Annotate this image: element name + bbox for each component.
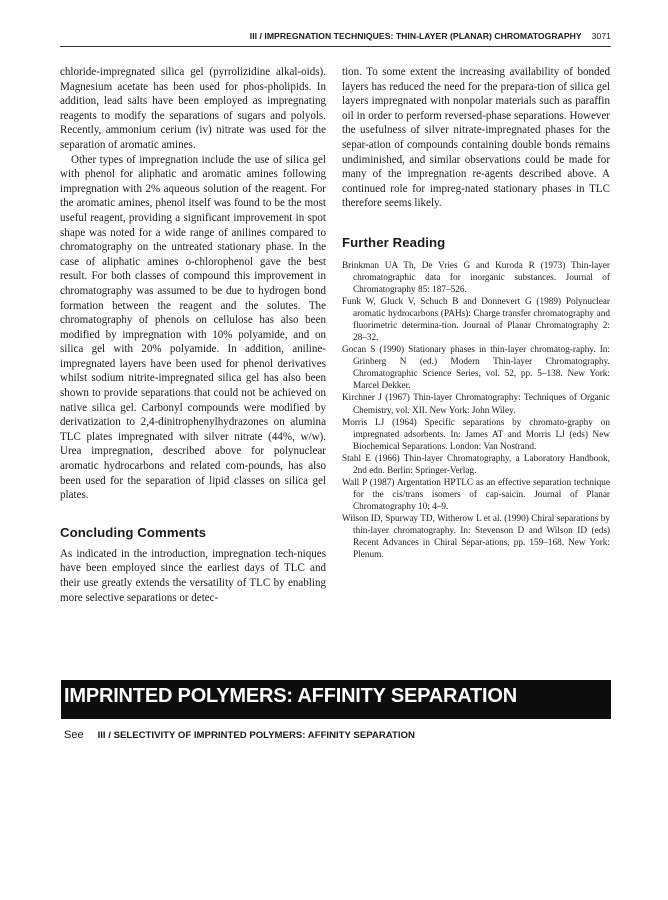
reference-item: Kirchner J (1967) Thin-layer Chromatography: Techniques of Organic Chemistry, vol. XII. New York: John Wiley. (342, 393, 610, 416)
left-paragraph-2: Other types of impregnation include the use of silica gel with phenol for aliphatic and aromatic amines following impregnation with 2% aqueous solution of the reagent. For the aromatic amines, phenol itself was found to be the most useful reagent, providing a significant improvement in spot shape was noted for a wide range of anilines compared to chromatography on the untreated stationary phase. In the case of aliphatic amines o-chlorophenol gave the best result. For both classes of compound this improvement in chromatography was assumed to be due to hydrogen bond formation between the reagent and the solutes. The chromatography of phenols on cellulose has also been modified by impregnation with 10% polyamide, and on silica gel with 20% polyamide. In addition, aniline-impregnated layers have been used for phenol derivatives whilst sodium nitrite-impregnated silica gel has also been shown to provide separations that could not be achieved on native silica gel. Carbonyl compounds were modified by derivatization to 2,4-dinitrophenylhydrazones on alumina TLC plates impregnated with silver nitrate (44%, w/w). Urea impregnation, described above for polynuclear aromatic hydrocarbons and related com-pounds, has also been used for the separation of lipid classes on silica gel plates. (60, 153, 326, 502)
reference-list (342, 260, 610, 561)
right-paragraph-1: tion. To some extent the increasing availability of bonded layers has reduced the need for the prepara-tion of silica gel layers impregnated with nonpolar materials such as paraffin oil in order to perform reversed-phase separations. However the usefulness of silver nitrate-impregnated phases for the separ-ation of compounds containing double bonds remains undiminished, and similar observations could be made for many of the impregnation re-agents described above. A continued role for impreg-nated stationary phases in TLC therefore seems likely. (342, 66, 610, 210)
reference-item: Brinkman UA Th, De Vries G and Kuroda R (1973) Thin-layer chromatographic data for inorganic substances. Journal of Chromatography 85: 187–526. (342, 260, 610, 296)
reference-item: Wilson ID, Spurway TD, Witherow L et al. (1990) Chiral separations by thin-layer chromatography. In: Stevenson D and Wilson ID (eds) Recent Advances in Chiral Separ-ations, pp. 159–168. New York: Plenum. (342, 513, 610, 561)
reference-item: Gocan S (1990) Stationary phases in thin-layer chromatog-raphy. In: Grinberg N (ed.) Modern Thin-layer Chromatography. Chromatographic Science Series, vol. 52, pp. 5–138. New York: Marcel Dekker. (342, 345, 610, 392)
left-column (60, 65, 326, 605)
reference-item: Stahl E (1966) Thin-layer Chromatography, a Laboratory Handbook, 2nd edn. Berlin: Springer-Verlag. (342, 453, 610, 476)
reference-item: Morris LJ (1964) Specific separations by chromato-graphy on impregnated adsorbents. In: James AT and Morris LJ (eds) New Biochemical Separations. London: Van Nostrand. (342, 417, 610, 452)
left-paragraph-1: chloride-impregnated silica gel (pyrrolizidine alkal-oids). Magnesium acetate has been used for phos-pholipids. In addition, lead salts have been employed as impregnating reagents to modify the separations of sugars and polyols. Recently, ammonium cerium (iv) nitrate was used for the separation of aromatic amines. (60, 66, 326, 151)
reference-item: Funk W, Gluck V, Schuch B and Donnevert G (1989) Polynuclear aromatic hydrocarbons (PAHs): Charge transfer chromatography and fluorimetric determina-tion. Journal of Planar Chromatography 2: 28–32. (342, 297, 610, 344)
see-also-link[interactable]: III / SELECTIVITY OF IMPRINTED POLYMERS: AFFINITY SEPARATION (97, 730, 415, 741)
left-paragraph-3: As indicated in the introduction, impregnation tech-niques have been employed since the earliest days of TLC and their use greatly extends the versatility of TLC by enabling more selective separations or detec- (60, 547, 326, 604)
see-also (64, 729, 415, 741)
page-number: 3071 (591, 31, 611, 41)
concluding-comments-heading: Concluding Comments (60, 524, 207, 540)
further-reading-heading: Further Reading (342, 234, 446, 250)
header-rule (60, 46, 611, 47)
article-title-banner (61, 680, 611, 719)
running-title: III / IMPREGNATION TECHNIQUES: THIN-LAYER (PLANAR) CHROMATOGRAPHY (249, 31, 582, 41)
right-column (342, 65, 610, 561)
running-head (0, 31, 611, 41)
reference-item: Wall P (1987) Argentation HPTLC as an effective separation technique for the cis/trans isomers of cap-saicin. Journal of Planar Chromatography 10: 4–9. (342, 477, 610, 512)
article-title: IMPRINTED POLYMERS: AFFINITY SEPARATION (64, 685, 517, 707)
see-label: See (64, 729, 84, 741)
